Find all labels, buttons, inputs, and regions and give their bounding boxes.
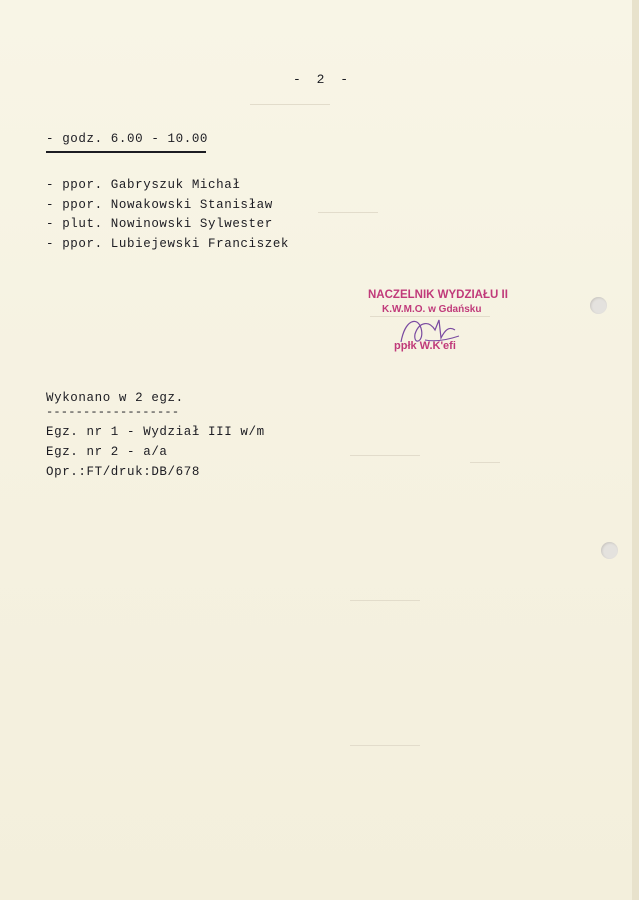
officer-item: - ppor. Nowakowski Stanisław — [46, 198, 273, 212]
distribution-line: Opr.:FT/druk:DB/678 — [46, 465, 200, 479]
distribution-line: Egz. nr 2 - a/a — [46, 445, 168, 459]
officer-item: - ppor. Lubiejewski Franciszek — [46, 237, 290, 251]
distribution-line: Egz. nr 1 - Wydział III w/m — [46, 425, 265, 439]
shift-heading-underline — [46, 151, 206, 153]
officer-item: - plut. Nowinowski Sylwester — [46, 217, 273, 231]
punch-hole — [590, 297, 607, 314]
page-number: - 2 - — [293, 72, 353, 87]
distribution-underline: ------------------ — [46, 405, 180, 419]
shift-heading: - godz. 6.00 - 10.00 — [46, 132, 209, 146]
stamp-line-1: NACZELNIK WYDZIAŁU II — [368, 289, 508, 301]
distribution-heading: Wykonano w 2 egz. — [46, 391, 184, 405]
page-edge — [632, 0, 639, 900]
stamp-line-2: K.W.M.O. w Gdańsku — [382, 304, 482, 315]
officer-item: - ppor. Gabryszuk Michał — [46, 178, 241, 192]
stamp-line-3: ppłk W.K'efi — [394, 340, 456, 352]
signature-icon — [395, 312, 465, 352]
punch-hole — [601, 542, 618, 559]
